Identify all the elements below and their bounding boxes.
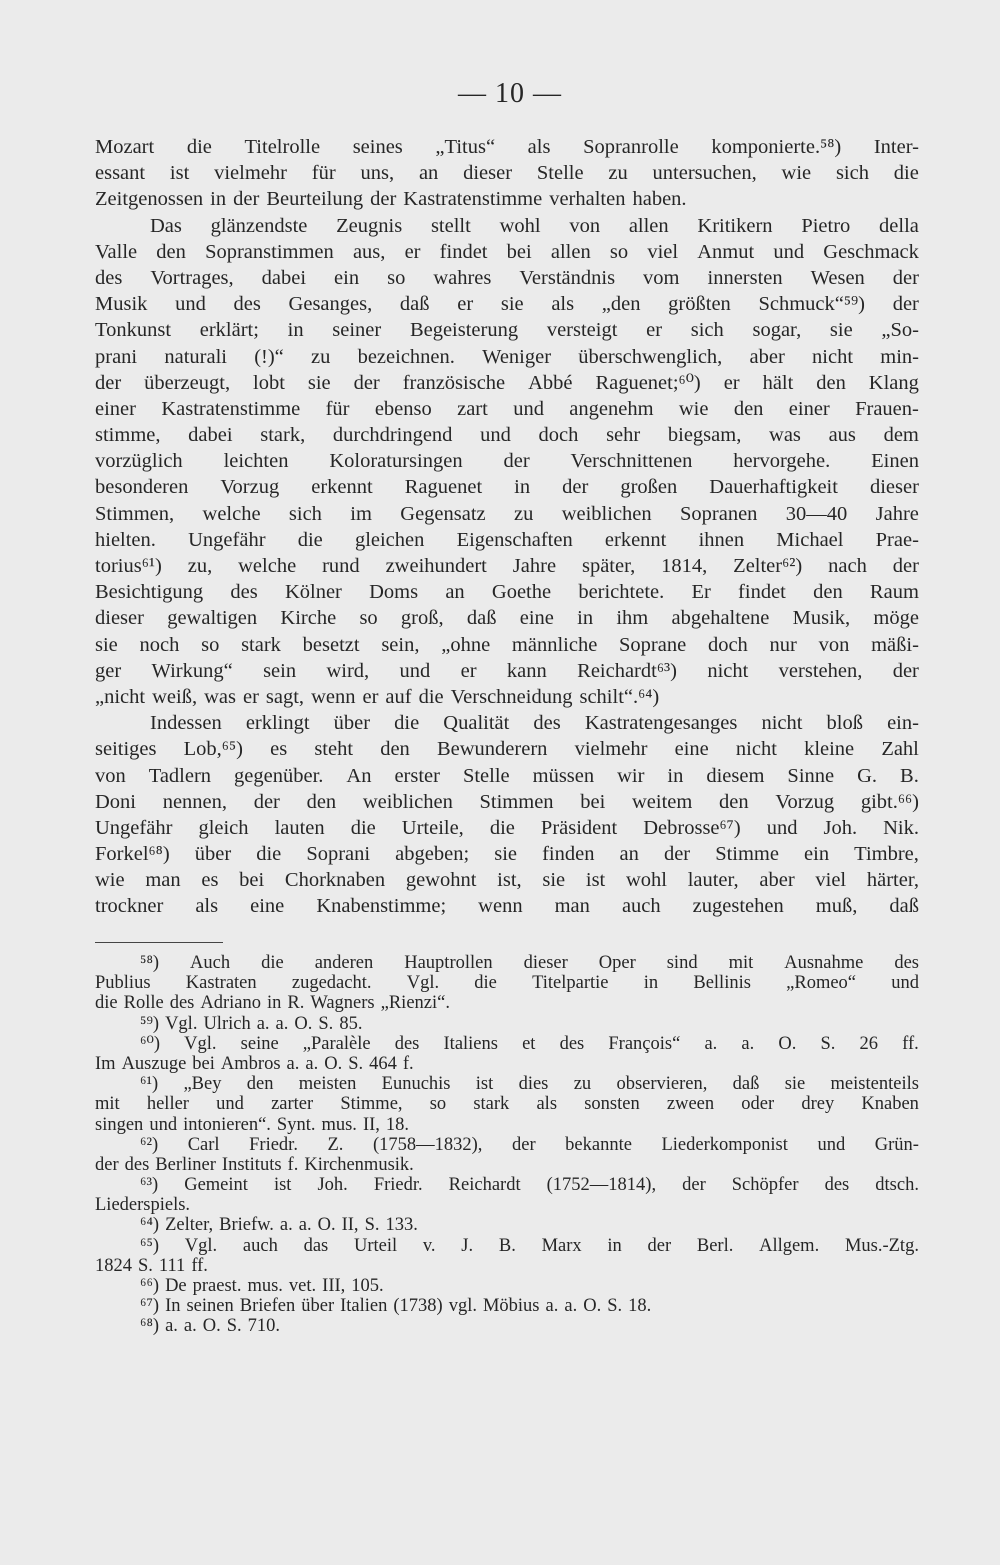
- footnote-line: ⁵⁸) Auch die anderen Hauptrollen dieser Oper sind mit Ausnahme des: [140, 953, 919, 973]
- text-line: Doni nennen, der den weiblichen Stimmen bei weitem den Vorzug gibt.⁶⁶): [95, 790, 919, 813]
- text-line: einer Kastratenstimme für ebenso zart und angenehm wie den einer Frauen-: [95, 397, 919, 420]
- text-line: stimme, dabei stark, durchdringend und doch sehr biegsam, was aus dem: [95, 424, 919, 447]
- page-number: — 10 —: [458, 78, 562, 109]
- footnote-line: ⁶⁷) In seinen Briefen über Italien (1738) vgl. Möbius a. a. O. S. 18.: [140, 1296, 652, 1317]
- text-line: essant ist vielmehr für uns, an dieser Stelle zu untersuchen, wie sich die: [95, 162, 919, 185]
- text-line: vorzüglich leichten Koloratursingen der Verschnittenen hervorgehe. Einen: [95, 450, 919, 473]
- footnote-line: ⁶⁴) Zelter, Briefw. a. a. O. II, S. 133.: [140, 1215, 418, 1236]
- footnote-line: ⁶³) Gemeint ist Joh. Friedr. Reichardt (1752—1814), der Schöpfer des dtsch.: [140, 1175, 919, 1196]
- text-line: des Vortrages, dabei ein so wahres Verständnis vom innersten Wesen der: [95, 266, 919, 289]
- footnote-line: ⁵⁹) Vgl. Ulrich a. a. O. S. 85.: [140, 1013, 363, 1034]
- text-line: torius⁶¹) zu, welche rund zweihundert Jahre später, 1814, Zelter⁶²) nach der: [95, 555, 919, 577]
- footnote-line: Liederspiels.: [95, 1195, 191, 1216]
- footnote-separator: [95, 942, 223, 943]
- text-line: Ungefähr gleich lauten die Urteile, die Präsident Debrosse⁶⁷) und Joh. Nik.: [95, 816, 919, 839]
- footnote-line: die Rolle des Adriano in R. Wagners „Rienzi“.: [95, 993, 450, 1014]
- footnote-line: singen und intonieren“. Synt. mus. II, 18.: [95, 1114, 410, 1135]
- text-line: der überzeugt, lobt sie der französische Abbé Raguenet;⁶⁰) er hält den Klang: [95, 371, 919, 394]
- text-line: von Tadlern gegenüber. An erster Stelle müssen wir in diesem Sinne G. B.: [95, 764, 919, 787]
- text-line: „nicht weiß, was er sagt, wenn er auf die Verschneidung schilt“.⁶⁴): [95, 685, 660, 708]
- text-line: besonderen Vorzug erkennt Raguenet in der großen Dauerhaftigkeit dieser: [95, 476, 919, 499]
- footnote-line: Publius Kastraten zugedacht. Vgl. die Titelpartie in Bellinis „Romeo“ und: [95, 973, 919, 994]
- footnote-line: ⁶⁵) Vgl. auch das Urteil v. J. B. Marx in der Berl. Allgem. Mus.-Ztg.: [140, 1235, 919, 1256]
- footnote-line: ⁶²) Carl Friedr. Z. (1758—1832), der bekannte Liederkomponist und Grün-: [140, 1134, 919, 1155]
- footnote-line: 1824 S. 111 ff.: [95, 1255, 208, 1276]
- text-line: Forkel⁶⁸) über die Soprani abgeben; sie finden an der Stimme ein Timbre,: [95, 843, 919, 866]
- text-line: dieser gewaltigen Kirche so groß, daß eine in ihm abgehaltene Musik, möge: [95, 607, 919, 630]
- text-line: Das glänzendste Zeugnis stellt wohl von allen Kritikern Pietro della: [150, 214, 919, 237]
- footnote-line: der des Berliner Instituts f. Kirchenmusik.: [95, 1154, 414, 1175]
- footnote-line: Im Auszuge bei Ambros a. a. O. S. 464 f.: [95, 1053, 414, 1074]
- text-line: hielten. Ungefähr die gleichen Eigenschaften erkennt ihnen Michael Prae-: [95, 528, 919, 551]
- text-line: Tonkunst erklärt; in seiner Begeisterung versteigt er sich sogar, sie „So-: [95, 319, 919, 342]
- footnote-line: ⁶¹) „Bey den meisten Eunuchis ist dies zu observieren, daß sie meistenteils: [140, 1074, 919, 1095]
- text-line: Stimmen, welche sich im Gegensatz zu weiblichen Sopranen 30—40 Jahre: [95, 502, 919, 525]
- text-line: prani naturali (!)“ zu bezeichnen. Weniger überschwenglich, aber nicht min-: [95, 345, 919, 368]
- text-line: ger Wirkung“ sein wird, und er kann Reichardt⁶³) nicht verstehen, der: [95, 659, 919, 682]
- footnote-line: ⁶⁸) a. a. O. S. 710.: [140, 1316, 281, 1337]
- text-line: Musik und des Gesanges, daß er sie als „den größten Schmuck“⁵⁹) der: [95, 293, 919, 316]
- text-line: wie man es bei Chorknaben gewohnt ist, sie ist wohl lauter, aber viel härter,: [95, 869, 919, 892]
- footnotes: [95, 953, 919, 1337]
- text-line: trockner als eine Knabenstimme; wenn man auch zugestehen muß, daß: [95, 895, 919, 918]
- text-line: Zeitgenossen in der Beurteilung der Kastratenstimme verhalten haben.: [95, 188, 687, 211]
- text-line: Besichtigung des Kölner Doms an Goethe berichtete. Er findet den Raum: [95, 581, 919, 604]
- footnote-line: ⁶⁰) Vgl. seine „Paralèle des Italiens et des François“ a. a. O. S. 26 ff.: [140, 1033, 919, 1054]
- text-line: Mozart die Titelrolle seines „Titus“ als Sopranrolle komponierte.⁵⁸) Inter-: [95, 136, 919, 158]
- text-line: Valle den Sopranstimmen aus, er findet bei allen so viel Anmut und Geschmack: [95, 240, 919, 263]
- footnote-line: ⁶⁶) De praest. mus. vet. III, 105.: [140, 1276, 384, 1296]
- main-text: [95, 134, 919, 920]
- footnote-line: mit heller und zarter Stimme, so stark als sonsten zween oder drey Knaben: [95, 1094, 919, 1115]
- text-line: sie noch so stark besetzt sein, „ohne männliche Soprane doch nur von mäßi-: [95, 633, 919, 656]
- text-line: Indessen erklingt über die Qualität des Kastratengesanges nicht bloß ein-: [150, 712, 919, 735]
- text-line: seitiges Lob,⁶⁵) es steht den Bewunderern vielmehr eine nicht kleine Zahl: [95, 738, 919, 761]
